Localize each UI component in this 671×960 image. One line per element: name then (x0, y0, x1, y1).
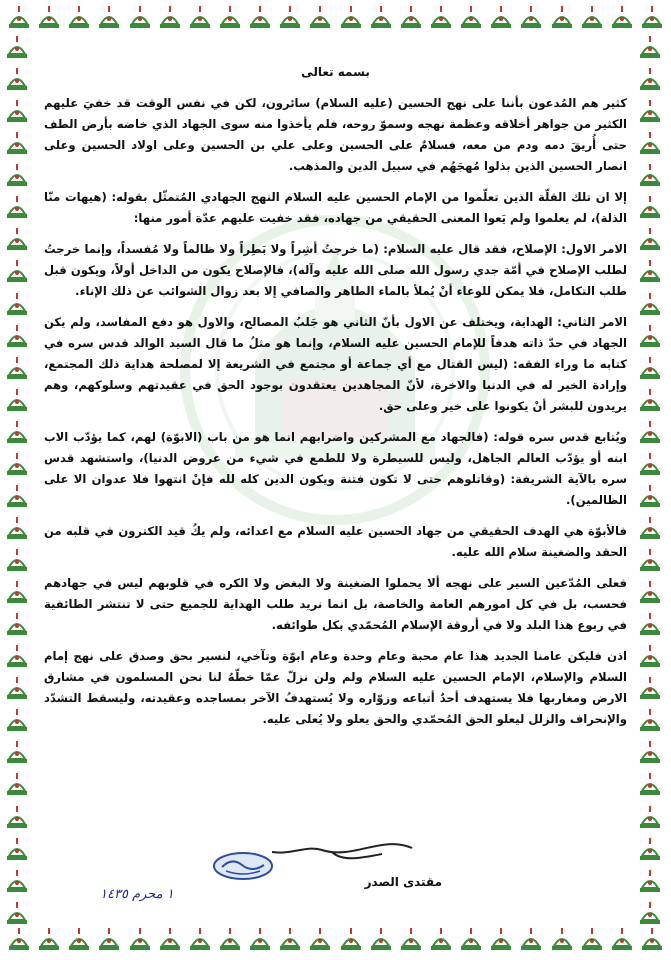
mosque-dome-icon (66, 926, 92, 952)
mosque-dome-icon (4, 226, 30, 252)
mosque-dome-icon (187, 4, 213, 30)
mosque-dome-icon (637, 419, 663, 445)
mosque-dome-icon (157, 926, 183, 952)
mosque-dome-icon (549, 4, 575, 30)
mosque-dome-icon (6, 926, 32, 952)
mosque-dome-icon (4, 868, 30, 894)
mosque-dome-icon (428, 4, 454, 30)
mosque-dome-icon (637, 643, 663, 669)
mosque-dome-icon (127, 4, 153, 30)
mosque-dome-icon (637, 900, 663, 926)
mosque-dome-icon (36, 4, 62, 30)
border-left (4, 34, 34, 926)
mosque-dome-icon (4, 515, 30, 541)
mosque-dome-icon (609, 4, 635, 30)
mosque-dome-icon (6, 4, 32, 30)
mosque-dome-icon (637, 868, 663, 894)
mosque-dome-icon (637, 547, 663, 573)
mosque-dome-icon (4, 707, 30, 733)
mosque-dome-icon (639, 926, 665, 952)
mosque-dome-icon (518, 4, 544, 30)
mosque-dome-icon (4, 675, 30, 701)
mosque-dome-icon (4, 34, 30, 60)
mosque-dome-icon (637, 66, 663, 92)
paragraph: كثير هم المُدعون بأننا على نهج الحسين (عليه السلام) سائرون، لكن في نفس الوقت قد خفيَ عليهم الكثير من جواهر أخلاقه وعظمة نهجه وسموّ روحه، فلم يأخذوا منه سوى الجهاد الذي خاضه بأرض الطف حتى أُريقَ دمه ودم من معه، فسلامٌ على الحسين وعلى علي بن الحسين وعلى اولاد الحسين وعلى انصار الحسين الذين بذلوا مُهجَهُم في سبيل الدين والمذهب. (44, 96, 627, 173)
mosque-dome-icon (4, 451, 30, 477)
mosque-dome-icon (518, 926, 544, 952)
mosque-dome-icon (4, 900, 30, 926)
mosque-dome-icon (4, 323, 30, 349)
mosque-dome-icon (639, 4, 665, 30)
mosque-dome-icon (637, 836, 663, 862)
mosque-dome-icon (579, 4, 605, 30)
paragraph: إلا ان تلك القلّة الذين تعلّموا من الإمام الحسين عليه السلام النهج الجهادي المُتمثّل بقوله: (هيهات منّا الذلة)، لم يعلموا ولم يَعوا المعنى الحقيقي من جهاده، فقد خفيت عليهم عدّة أمور منها: (44, 190, 627, 225)
paragraph: اذن فليكن عامنا الجديد هذا عام محبة وعام وحدة وعام ابوّة وتآخي، لنسير بحق وصدق على نهج إمام السلام والإسلام، الإمام الحسين عليه السلام ولم ولن نزلّ عمّا خطّهُ لنا نحن المسلمون في مشارق الارض ومغاربها فلا يستهدف أحدٌ أتباعه وزوّاره ولا يُستهدفُ الآخر بمساجده وعقيدته، وليسقط التشدّد والإنحراف والزلل ليعلو الحق المُحمّدي والحق يعلو ولا يُعلى عليه. (44, 649, 627, 726)
mosque-dome-icon (4, 291, 30, 317)
mosque-dome-icon (96, 926, 122, 952)
mosque-dome-icon (637, 804, 663, 830)
mosque-dome-icon (4, 258, 30, 284)
mosque-dome-icon (247, 4, 273, 30)
mosque-dome-icon (488, 4, 514, 30)
paragraph: فعلى المُدّعين السير على نهجه ألا يحملوا الضغينة ولا البغض ولا الكره في قلوبهم ليس في جهادهم فحسب، بل في كل امورهم العامة والخاصة، بل انما نريد طلب الهداية للجميع حتى لا تنتشر الطائفية في ربوع هذا البلد ولا في أروقة الإسلام المُحمّدي بكل طوائفه. (44, 576, 627, 632)
paragraph: ويُتابع قدس سره قوله: (فالجهاد مع المشركين واضرابهم انما هو من باب (الابوّة) لهم، كما يؤدّب الاب ابنه أو يؤدّب العالم الجاهل، وليس للسيطرة ولا للطمع في شيء من عروض الدنيا)، واستشهد قدس سره بالآية الشريفة: (وقاتلوهم حتى لا تكون فتنة ويكون الدين كله لله فإنْ انتهوا فلا عدوان الا على الظالمين). (44, 430, 627, 507)
letter-body (44, 56, 627, 740)
mosque-dome-icon (36, 926, 62, 952)
mosque-dome-icon (637, 226, 663, 252)
mosque-dome-icon (549, 926, 575, 952)
mosque-dome-icon (637, 707, 663, 733)
mosque-dome-icon (458, 4, 484, 30)
mosque-dome-icon (217, 4, 243, 30)
mosque-dome-icon (4, 419, 30, 445)
mosque-dome-icon (637, 515, 663, 541)
mosque-dome-icon (4, 162, 30, 188)
mosque-dome-icon (637, 451, 663, 477)
border-top (6, 4, 665, 34)
mosque-dome-icon (4, 355, 30, 381)
paragraph: الامر الثاني: الهداية، ويختلف عن الاول بأنّ الثاني هو جَلبُ المصالح، والاول هو دفع المفاسد، ولم يكن الجهاد في حدّ ذاته هدفاً للإمام الحسين عليه السلام، وإنما هو مثلُ ما قال السيد الوالد قدس سره في كتابه ما وراء الفقه: (ليس القتال مع أي جماعة أو مجتمع في الشريعة إلا لمصلحة هداية ذلك المجتمع، وإرادة الخير له في الدنيا والاخرة، لأنّ المجاهدين يعتقدون بوجود الحق في عقيدتهم وسلوكهم، وهم يريدون للبشر أنْ يكونوا على خير وعلى حق. (44, 315, 627, 413)
mosque-dome-icon (187, 926, 213, 952)
mosque-dome-icon (609, 926, 635, 952)
mosque-dome-icon (4, 643, 30, 669)
mosque-dome-icon (4, 130, 30, 156)
mosque-dome-icon (4, 547, 30, 573)
mosque-dome-icon (637, 739, 663, 765)
mosque-dome-icon (307, 4, 333, 30)
mosque-dome-icon (4, 194, 30, 220)
mosque-dome-icon (637, 579, 663, 605)
mosque-dome-icon (637, 387, 663, 413)
mosque-dome-icon (637, 291, 663, 317)
mosque-dome-icon (4, 579, 30, 605)
mosque-dome-icon (157, 4, 183, 30)
mosque-dome-icon (637, 323, 663, 349)
signatory-name: مقتدى الصدر (364, 875, 442, 889)
mosque-dome-icon (277, 4, 303, 30)
mosque-dome-icon (4, 66, 30, 92)
mosque-dome-icon (637, 130, 663, 156)
mosque-dome-icon (637, 771, 663, 797)
handwritten-date: ١ محرم ١٤٣٥ (100, 887, 174, 902)
mosque-dome-icon (4, 98, 30, 124)
mosque-dome-icon (637, 355, 663, 381)
mosque-dome-icon (637, 34, 663, 60)
mosque-dome-icon (4, 771, 30, 797)
border-bottom (6, 926, 665, 956)
mosque-dome-icon (127, 926, 153, 952)
mosque-dome-icon (368, 4, 394, 30)
mosque-dome-icon (66, 4, 92, 30)
mosque-dome-icon (637, 483, 663, 509)
mosque-dome-icon (4, 836, 30, 862)
mosque-dome-icon (637, 162, 663, 188)
mosque-dome-icon (96, 4, 122, 30)
mosque-dome-icon (398, 4, 424, 30)
mosque-dome-icon (4, 804, 30, 830)
mosque-dome-icon (637, 258, 663, 284)
mosque-dome-icon (4, 483, 30, 509)
letter-title: بسمه تعالى (301, 65, 370, 79)
mosque-dome-icon (4, 739, 30, 765)
mosque-dome-icon (637, 98, 663, 124)
mosque-dome-icon (4, 387, 30, 413)
mosque-dome-icon (637, 194, 663, 220)
paragraph: الامر الاول: الإصلاح، فقد قال عليه السلام: (ما خرجتُ أشِراً ولا بَطِراً ولا ظالماً ولا مُفسداً، وإنما خرجتُ لطلب الإصلاح في أمّة جدي رسول الله صلى الله عليه وآله)، فالإصلاح يكون من الداخل أولاً، ويكون قبل طلب التكامل، فلا يمكن للوعاء أنْ يُملأ بالماء الطاهر والصافي إلا بعد زوال الشوائب عن ذلك الإناء. (44, 242, 627, 298)
paragraph: فالأبوّة هي الهدف الحقيقي من جهاد الحسين عليه السلام مع اعدائه، ولم يكُ قيد الكترون في قلبه من الحقد والضغينة سلام الله عليه. (44, 524, 627, 559)
mosque-dome-icon (488, 926, 514, 952)
border-right (637, 34, 667, 926)
mosque-dome-icon (458, 926, 484, 952)
mosque-dome-icon (338, 4, 364, 30)
mosque-dome-icon (637, 611, 663, 637)
handwritten-signature (262, 830, 422, 870)
official-seal-icon (212, 851, 274, 881)
mosque-dome-icon (4, 611, 30, 637)
mosque-dome-icon (637, 675, 663, 701)
mosque-dome-icon (579, 926, 605, 952)
